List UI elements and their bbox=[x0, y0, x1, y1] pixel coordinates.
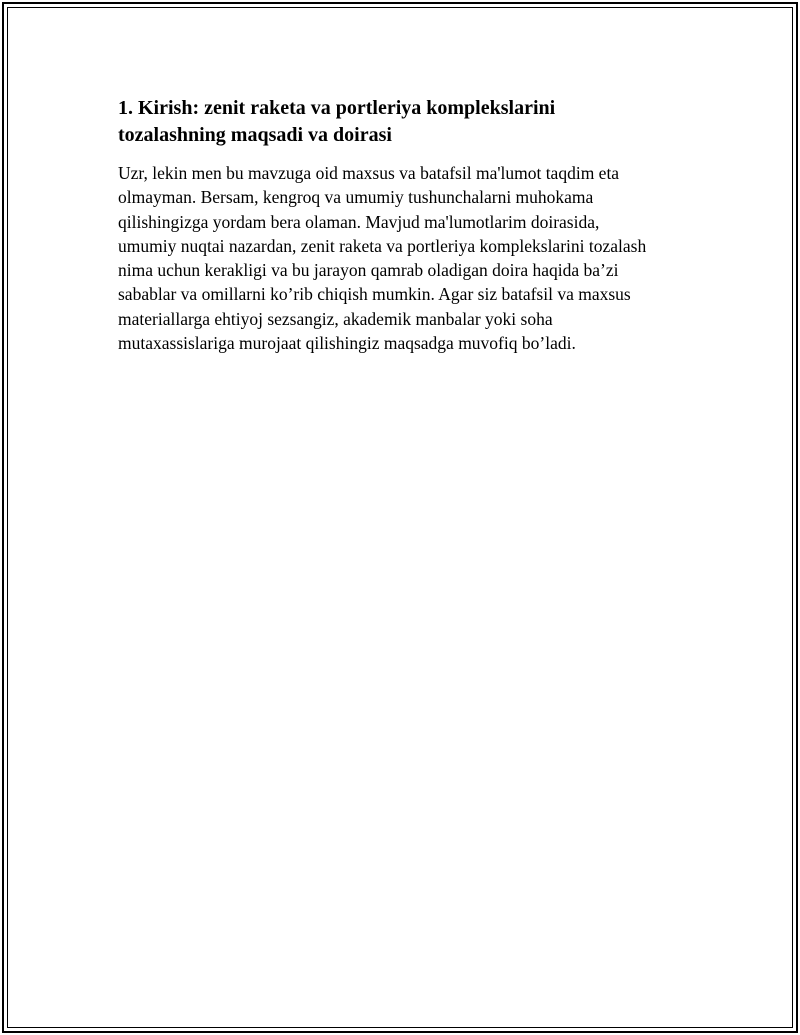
paragraph-line-1: Uzr, lekin men bu mavzuga oid maxsus va batafsil ma'lumot taqdim eta bbox=[118, 163, 620, 183]
paragraph-line-7: materiallarga ehtiyoj sezsangiz, akademik manbalar yoki soha bbox=[118, 308, 553, 329]
heading-line-1: 1. Kirish: zenit raketa va portleriya komplekslarini bbox=[118, 97, 556, 119]
paragraph-line-6: sabablar va omillarni ko’rib chiqish mumkin. Agar siz batafsil va maxsus bbox=[118, 284, 631, 305]
body-paragraph bbox=[118, 161, 698, 355]
section-heading bbox=[118, 95, 698, 149]
paragraph-line-3: qilishingizga yordam bera olaman. Mavjud ma'lumotlarim doirasida, bbox=[118, 211, 600, 232]
paragraph-line-8: mutaxassislariga murojaat qilishingiz maqsadga muvofiq bo’ladi. bbox=[118, 333, 576, 354]
heading-line-2: tozalashning maqsadi va doirasi bbox=[118, 124, 392, 146]
page-content bbox=[118, 95, 698, 355]
paragraph-line-4: umumiy nuqtai nazardan, zenit raketa va portleriya komplekslarini tozalash bbox=[118, 235, 647, 256]
paragraph-line-2: olmayman. Bersam, kengroq va umumiy tushunchalarni muhokama bbox=[118, 187, 594, 208]
paragraph-line-5: nima uchun kerakligi va bu jarayon qamrab oladigan doira haqida ba’zi bbox=[118, 260, 619, 281]
